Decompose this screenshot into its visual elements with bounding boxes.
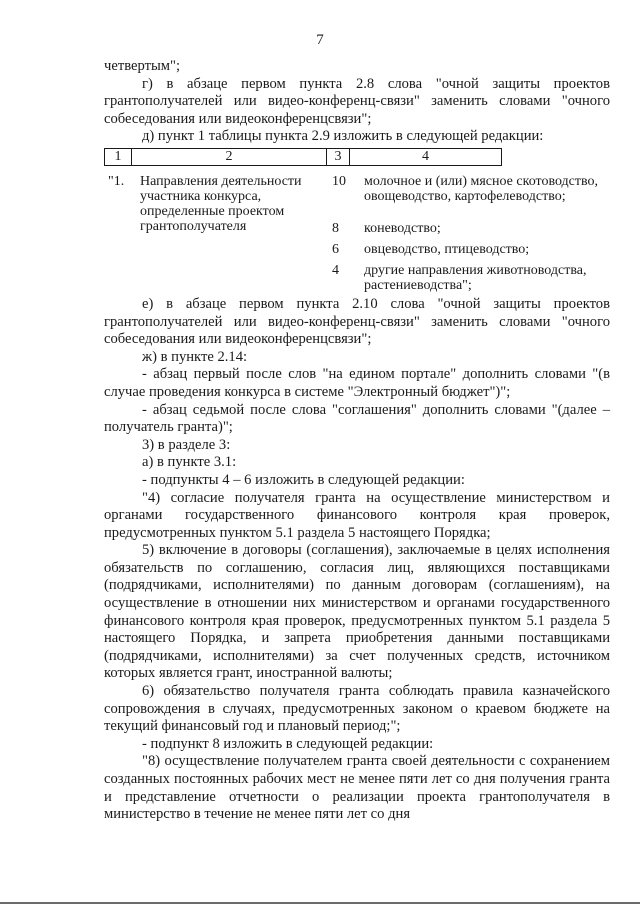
document-continuation — [104, 296, 610, 824]
paragraph: - абзац седьмой после слова "соглашения" дополнить словами "(далее – получатель гранта)"; — [104, 401, 610, 436]
score-cell: 6 — [332, 241, 339, 257]
document-body — [104, 58, 610, 824]
score-cell: 8 — [332, 220, 339, 236]
scan-edge-line — [0, 902, 640, 904]
criterion-cell: коневодство; — [364, 220, 441, 236]
paragraph: 5) включение в договоры (соглашения), заключаемые в целях исполнения обязательств по соглашению, согласия лиц, являющихся поставщиками (подрядчиками, исполнителями) по данным договорам (соглашениям), на осуществление в отношении них министерством и органами государственного финансового контроля края проверок, предусмотренных пунктом 5.1 раздела 5 настоящего Порядка, и запрета приобретения данными поставщиками (подрядчиками, исполнителями) за счет полученных средств, источником которых является грант, иностранной валюты; — [104, 542, 610, 682]
paragraph: "4) согласие получателя гранта на осуществление министерством и органами государственного финансового контроля края проверок, предусмотренных пунктом 5.1 раздела 5 настоящего Порядка; — [104, 489, 610, 541]
page-number: 7 — [316, 32, 324, 48]
paragraph: - абзац первый после слов "на едином портале" дополнить словами "(в случае проведения конкурса в системе "Электронный бюджет")"; — [104, 366, 610, 400]
paragraph: ж) в пункте 2.14: — [142, 348, 248, 365]
paragraph: - подпункты 4 – 6 изложить в следующей редакции: — [142, 471, 465, 488]
row-title: Направления деятельности участника конкурса, определенные проектом грантополучателя — [140, 173, 302, 234]
score-cell: 4 — [332, 262, 339, 278]
table-header-cell: 2 — [132, 148, 327, 165]
table-body — [104, 172, 610, 293]
table-header-row — [105, 148, 502, 165]
criterion-cell: молочное и (или) мясное скотоводство, овощеводство, картофелеводство; — [364, 173, 599, 204]
table-header-cell: 4 — [350, 148, 502, 165]
paragraph: четвертым"; — [104, 58, 181, 74]
row-marker: "1. — [108, 173, 125, 189]
paragraph: 6) обязательство получателя гранта соблюдать правила казначейского сопровождения в случаях, предусмотренных законом о краевом бюджете на текущий финансовый год и плановый период;"; — [104, 683, 610, 735]
table-header-cell: 3 — [327, 148, 350, 165]
paragraph: - подпункт 8 изложить в следующей редакции: — [142, 735, 434, 752]
paragraph: "8) осуществление получателем гранта своей деятельности с сохранением созданных постоянных рабочих мест не менее пяти лет со дня получения гранта и представление отчетности о реализации проекта грантополучателя в министерство в течение не менее пяти лет со дня — [104, 753, 610, 823]
paragraph: д) пункт 1 таблицы пункта 2.9 изложить в следующей редакции: — [142, 128, 544, 145]
paragraph: а) в пункте 3.1: — [142, 454, 237, 471]
table-header-cell: 1 — [105, 148, 132, 165]
paragraph: е) в абзаце первом пункта 2.10 слова "очной защиты проектов грантополучателей или видео-конференц-связи" заменить словами "очного собеседования или видеоконференцсвязи"; — [104, 295, 610, 348]
amendment-table — [104, 148, 502, 166]
paragraph: г) в абзаце первом пункта 2.8 слова "очной защиты проектов грантополучателей или видео-конференц-связи" заменить словами "очного собеседования или видеоконференцсвязи"; — [104, 75, 610, 127]
criterion-cell: овцеводство, птицеводство; — [364, 241, 530, 257]
criterion-cell: другие направления животноводства, растениеводства"; — [364, 262, 587, 293]
paragraph: 3) в разделе 3: — [142, 436, 231, 453]
score-cell: 10 — [332, 173, 346, 189]
